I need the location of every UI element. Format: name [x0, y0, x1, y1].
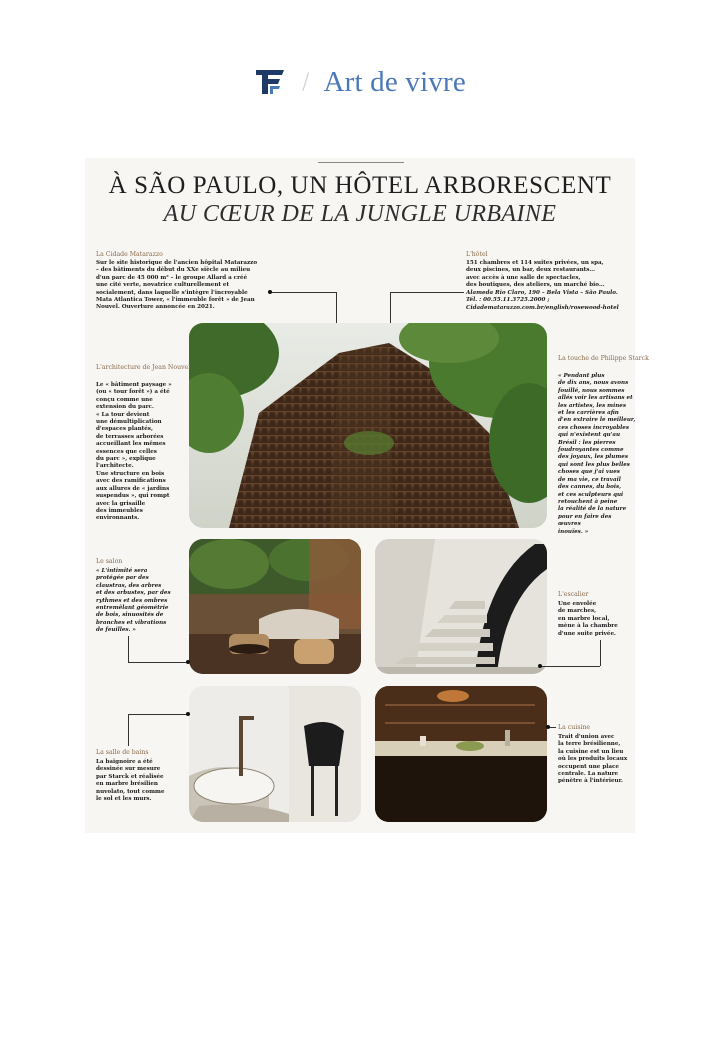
leader-dot [186, 660, 190, 664]
bathroom-photo [189, 686, 361, 822]
caption-body-salon: « L'intimité sera protégée par des claustras, des arbres et des arbustes, par des rythmes et des ombres entremêlant géométrie de bois, sinuosités de branches et vibrations de feuilles. » [96, 568, 171, 634]
caption-body-cuisine: Trait d'union avec la terre brésilienne, la cuisine est un lieu où les produits locaux occupent une place centrale. La nature pénètre à l'intérieur. [558, 734, 628, 785]
section-title[interactable]: Art de vivre [323, 65, 466, 98]
leader-line [540, 666, 600, 667]
leader-dot [538, 664, 542, 668]
caption-body-bains: La baignoire a été dessinée sur mesure par Starck et réalisée en marbre brésilien nuvolato, tout comme le sol et les murs. [96, 759, 165, 803]
leader-line [128, 662, 188, 663]
leader-line [600, 640, 601, 666]
leader-line [128, 714, 129, 746]
le-figaro-logo-icon[interactable] [254, 67, 288, 97]
tower-photo [189, 323, 547, 528]
salon-photo [189, 539, 361, 674]
caption-title-starck: La touche de Philippe Starck [558, 355, 649, 362]
site-header [0, 64, 720, 100]
leader-dot [186, 712, 190, 716]
leader-line [270, 292, 336, 293]
leader-line [128, 636, 129, 662]
caption-address-hotel: Alameda Rio Claro, 190 – Bela Vista – São Paulo. Tél. : 00.55.11.3725.2000 ; Cidadematarazzo.com.br/english/rosewood-hotel [466, 290, 619, 311]
leader-line [128, 714, 188, 715]
caption-body-architecture: Le « bâtiment paysage » (ou « tour forêt ») a été conçu comme une extension du parc. « La tour devient une démultiplication d'espaces plantés, de terrasses arborées accueillant les mêmes essences que celles du parc », explique l'architecte. Une structure en bois avec des ramifications aux allures de « jardins suspendus », qui rompt avec la grisaille des immeubles environnants. [96, 382, 172, 522]
caption-title-architecture: L'architecture de Jean Nouvel [96, 364, 191, 371]
caption-title-cuisine: La cuisine [558, 724, 590, 731]
kitchen-photo [375, 686, 547, 822]
caption-body-starck: « Pendant plus de dix ans, nous avons fouillé, nous sommes allés voir les artisans et les artistes, les mines et les carrières afin d'en extraire le meilleur, ces choses incroyables qui n'existent qu'au Brésil : les pierres foudroyantes comme des joyaux, les plumes qui sont les plus belles choses que j'ai vues de ma vie, ce travail des cannes, du bois, et ces sculpteurs qui retouchent à peine la réalité de la nature pour en faire des œuvres inouïes. » [558, 373, 636, 535]
leader-line [390, 292, 464, 293]
caption-title-bains: La salle de bains [96, 749, 149, 756]
headline-line-1: À SÃO PAULO, UN HÔTEL ARBORESCENT [108, 172, 612, 199]
leader-dot [268, 290, 272, 294]
leader-dot [546, 725, 550, 729]
caption-body-hotel: 151 chambres et 114 suites privées, un spa, deux piscines, un bar, deux restaurants… avec accès à une salle de spectacles, des boutiques, des ateliers, un marché bio… [466, 260, 605, 289]
caption-body-cidade: Sur le site historique de l'ancien hôpital Matarazzo – des bâtiments du début du XXe siècle au milieu d'un parc de 45 000 m² – le groupe Allard a créé une cité verte, novatrice culturellement et socialement, dans laquelle s'intègre l'incroyable Mata Atlantica Tower, « l'immeuble forêt » de Jean Nouvel. Ouverture annoncée en 2021. [96, 260, 258, 311]
staircase-photo [375, 539, 547, 674]
headline-rule [318, 162, 404, 163]
caption-title-escalier: L'escalier [558, 591, 589, 598]
caption-title-salon: Le salon [96, 558, 123, 565]
caption-title-hotel: L'hôtel [466, 251, 488, 258]
headline-line-2: AU CŒUR DE LA JUNGLE URBAINE [163, 201, 557, 227]
caption-body-escalier: Une envolée de marches, en marbre local, mène à la chambre d'une suite privée. [558, 601, 618, 637]
caption-title-cidade: La Cidade Matarazzo [96, 251, 163, 258]
breadcrumb-separator: / [302, 69, 310, 95]
